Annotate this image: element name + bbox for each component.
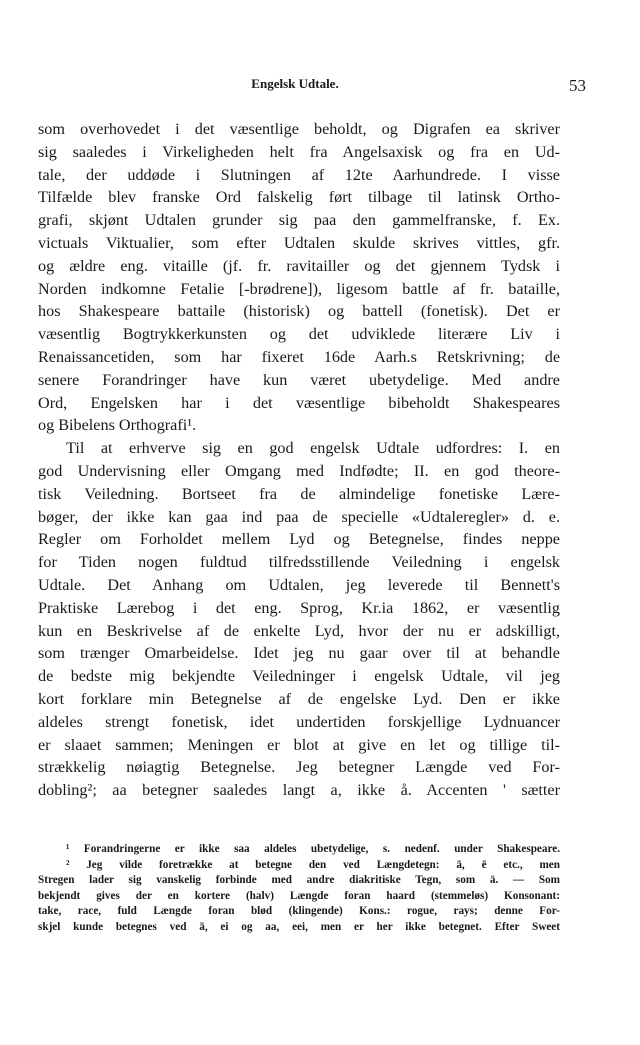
text-line: som trænger Omarbeidelse. Idet jeg nu gaar over til at behandle bbox=[38, 644, 560, 663]
text-line: Ord, Engelsken har i det væsentlige bibeholdt Shakespeares bbox=[38, 393, 560, 412]
text-line: hos Shakespeare battaile (historisk) og battell (fonetisk). Det er bbox=[38, 302, 560, 321]
text-line: dobling²; aa betegner saaledes langt a, ikke å. Accenten ' sætter bbox=[38, 781, 560, 800]
paragraph-end-line: og Bibelens Orthografi¹. bbox=[38, 416, 197, 435]
page-number: 53 bbox=[569, 76, 586, 95]
text-line: som overhovedet i det væsentlige beholdt, og Digrafen ea skriver bbox=[38, 120, 560, 138]
text-line: Renaissancetiden, som har fixeret 16de Aarh.s Retskrivning; de bbox=[38, 347, 560, 366]
page-header bbox=[38, 76, 586, 96]
text-line: Tilfælde blev franske Ord falskelig ført tilbage til latinsk Ortho- bbox=[38, 188, 560, 207]
text-line: victuals Viktualier, som efter Udtalen skulde skrives vittles, gfr. bbox=[38, 233, 560, 252]
text-line: sig saaledes i Virkeligheden helt fra Angelsaxisk og fra en Ud- bbox=[38, 142, 560, 161]
text-line: for Tiden nogen fuldtud tilfredsstillende Veiledning i engelsk bbox=[38, 553, 560, 572]
footnote-line: ² Jeg vilde foretrække at betegne den ved Længdetegn: ā, ē etc., men bbox=[66, 858, 560, 871]
footnotes bbox=[38, 842, 560, 936]
text-line: Praktiske Lærebog i det eng. Sprog, Kr.ia 1862, er væsentlig bbox=[38, 598, 560, 617]
text-line: Regler om Forholdet mellem Lyd og Betegnelse, findes neppe bbox=[38, 530, 560, 549]
text-line: Udtale. Det Anhang om Udtalen, jeg leverede til Bennett's bbox=[38, 575, 560, 594]
text-line: tisk Veiledning. Bortseet fra de almindelige fonetiske Lære- bbox=[38, 484, 560, 503]
paragraph-start-line: Til at erhverve sig en god engelsk Udtale udfordres: I. en bbox=[66, 439, 560, 458]
text-line: bøger, der ikke kan gaa ind paa de specielle «Udtaleregler» d. e. bbox=[38, 507, 560, 526]
text-line: senere Forandringer have kun været ubetydelige. Med andre bbox=[38, 370, 560, 389]
footnote-line: bekjendt gives der en kortere (halv) Længde foran haard (stemmeløs) Konsonant: bbox=[38, 889, 560, 902]
footnote-line: skjel kunde betegnes ved ā, ei og aa, eei, men er her ikke betegnet. Efter Sweet bbox=[38, 920, 560, 933]
text-line: er slaaet sammen; Meningen er blot at give en let og tillige til- bbox=[38, 735, 560, 754]
text-line: væsentlig Bogtrykkerkunsten og det udviklede literære Liv i bbox=[38, 325, 560, 344]
footnote-line: take, race, fuld Længde foran blød (klingende) Kons.: rogue, rays; denne For- bbox=[38, 905, 560, 918]
footnote-line: ¹ Forandringerne er ikke saa aldeles ubetydelige, s. nedenf. under Shakespeare. bbox=[66, 843, 560, 855]
text-line: og ældre eng. vitaille (jf. fr. ravitailler og det gjennem Tydsk i bbox=[38, 256, 560, 275]
text-line: grafi, skjønt Udtalen grunder sig paa den gammelfranske, f. Ex. bbox=[38, 211, 560, 230]
footnote-line: Stregen lader sig vanskelig forbinde med andre diakritiske Tegn, som ä. — Som bbox=[38, 874, 560, 887]
text-line: strækkelig nøiagtig Betegnelse. Jeg betegner Længde ved For- bbox=[38, 758, 560, 777]
body-text bbox=[38, 118, 560, 802]
text-line: Norden indkomne Fetalie [-brødrene]), ligesom battle af fr. bataille, bbox=[38, 279, 560, 298]
text-line: tale, der uddøde i Slutningen af 12te Aarhundrede. I visse bbox=[38, 165, 560, 184]
text-line: kort forklare min Betegnelse af de engelske Lyd. Den er ikke bbox=[38, 689, 560, 708]
text-line: aldeles strengt fonetisk, idet undertiden forskjellige Lydnuancer bbox=[38, 712, 560, 731]
text-line: god Undervisning eller Omgang med Indfødte; II. en god theore- bbox=[38, 461, 560, 480]
text-line: kun en Beskrivelse af de enkelte Lyd, hvor der nu er adskilligt, bbox=[38, 621, 560, 640]
running-title: Engelsk Udtale. bbox=[251, 76, 339, 91]
text-line: de bedste mig bekjendte Veiledninger i engelsk Udtale, vil jeg bbox=[38, 667, 560, 686]
